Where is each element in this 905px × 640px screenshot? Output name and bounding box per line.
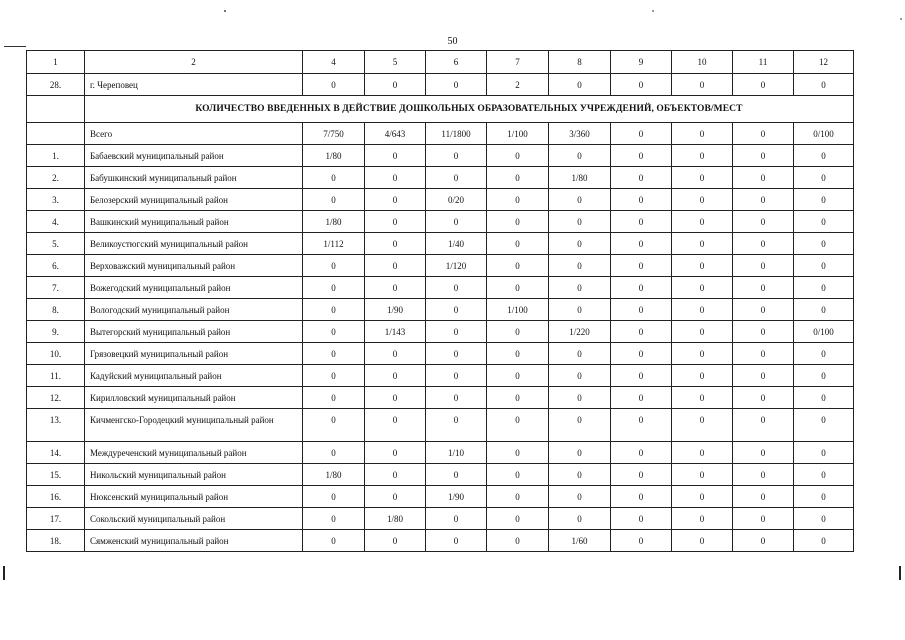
row-value: 0	[549, 277, 611, 299]
row-name: Всего	[85, 123, 303, 145]
row-value: 1/40	[426, 233, 487, 255]
row-value: 0	[549, 442, 611, 464]
row-number: 16.	[27, 486, 85, 508]
row-value: 0	[733, 211, 794, 233]
row-value: 0	[611, 343, 672, 365]
row-value: 1/120	[426, 255, 487, 277]
row-value: 0	[611, 74, 672, 96]
row-value: 0	[549, 145, 611, 167]
row-name: Кадуйский муниципальный район	[85, 365, 303, 387]
row-value: 0	[672, 486, 733, 508]
edge-mark-left	[3, 566, 5, 580]
column-header: 10	[672, 51, 733, 74]
row-value: 0	[611, 442, 672, 464]
row-name: Кирилловский муниципальный район	[85, 387, 303, 409]
row-value: 11/1800	[426, 123, 487, 145]
row-value: 0	[426, 387, 487, 409]
row-value: 0	[733, 486, 794, 508]
row-value: 7/750	[303, 123, 365, 145]
row-value: 0	[549, 464, 611, 486]
row-value: 3/360	[549, 123, 611, 145]
row-value: 0	[733, 530, 794, 552]
row-value: 0	[426, 167, 487, 189]
row-value: 0	[611, 299, 672, 321]
column-header: 8	[549, 51, 611, 74]
row-value: 0	[303, 167, 365, 189]
column-header: 4	[303, 51, 365, 74]
row-number: 5.	[27, 233, 85, 255]
row-value: 0	[672, 74, 733, 96]
row-value: 0	[794, 233, 854, 255]
row-value: 0	[672, 123, 733, 145]
row-value: 0	[549, 211, 611, 233]
column-header: 6	[426, 51, 487, 74]
row-number: 9.	[27, 321, 85, 343]
row-value: 1/220	[549, 321, 611, 343]
row-value: 0	[672, 255, 733, 277]
table-row	[27, 167, 854, 189]
row-value: 0	[733, 74, 794, 96]
table-row	[27, 486, 854, 508]
row-value: 0	[672, 387, 733, 409]
row-number: 17.	[27, 508, 85, 530]
row-value: 0	[303, 74, 365, 96]
table-row	[27, 442, 854, 464]
row-value: 0	[672, 464, 733, 486]
row-value: 0	[426, 365, 487, 387]
row-value: 0	[611, 409, 672, 442]
row-number: 2.	[27, 167, 85, 189]
row-value: 0	[365, 255, 426, 277]
row-value: 0/100	[794, 321, 854, 343]
row-value: 0	[426, 508, 487, 530]
row-value: 0	[487, 486, 549, 508]
column-header: 12	[794, 51, 854, 74]
row-name: Сокольский муниципальный район	[85, 508, 303, 530]
row-value: 0	[672, 530, 733, 552]
column-header: 5	[365, 51, 426, 74]
row-value: 0	[611, 189, 672, 211]
row-value: 0	[426, 409, 487, 442]
row-value: 0	[672, 277, 733, 299]
row-value: 0	[733, 409, 794, 442]
row-value: 0	[611, 508, 672, 530]
row-value: 0	[365, 365, 426, 387]
row-value: 0	[487, 508, 549, 530]
row-value: 0	[549, 486, 611, 508]
row-value: 0	[365, 409, 426, 442]
row-value: 0	[611, 145, 672, 167]
row-value: 0	[611, 387, 672, 409]
row-value: 0	[794, 464, 854, 486]
row-value: 0	[611, 233, 672, 255]
row-value: 0	[549, 365, 611, 387]
row-number: 11.	[27, 365, 85, 387]
row-number: 4.	[27, 211, 85, 233]
row-number: 3.	[27, 189, 85, 211]
row-name: Великоустюгский муниципальный район	[85, 233, 303, 255]
table-row	[27, 145, 854, 167]
row-value: 0	[611, 530, 672, 552]
row-value: 1/90	[365, 299, 426, 321]
row-value: 0	[733, 233, 794, 255]
row-value: 0	[365, 189, 426, 211]
row-value: 1/143	[365, 321, 426, 343]
table-row	[27, 530, 854, 552]
row-name: Бабушкинский муниципальный район	[85, 167, 303, 189]
row-value: 0	[487, 211, 549, 233]
row-value: 0	[303, 508, 365, 530]
row-name: Вологодский муниципальный район	[85, 299, 303, 321]
row-name: Вашкинский муниципальный район	[85, 211, 303, 233]
row-value: 0	[794, 530, 854, 552]
row-value: 0	[303, 277, 365, 299]
row-value: 0	[672, 409, 733, 442]
row-value: 0	[549, 343, 611, 365]
row-value: 0	[672, 321, 733, 343]
row-value: 0	[426, 299, 487, 321]
row-name: Грязовецкий муниципальный район	[85, 343, 303, 365]
row-value: 0	[733, 277, 794, 299]
row-value: 0	[794, 255, 854, 277]
row-number: 6.	[27, 255, 85, 277]
row-value: 0	[549, 233, 611, 255]
header-row	[27, 51, 854, 74]
row-value: 0	[611, 211, 672, 233]
row-number: 1.	[27, 145, 85, 167]
row-value: 0	[549, 299, 611, 321]
row-value: 0	[487, 189, 549, 211]
row-value: 0	[303, 530, 365, 552]
row-value: 0	[365, 387, 426, 409]
row-number: 12.	[27, 387, 85, 409]
row-number: 10.	[27, 343, 85, 365]
row-value: 0	[426, 74, 487, 96]
row-value: 0	[733, 189, 794, 211]
row-value: 1/60	[549, 530, 611, 552]
row-value: 0	[733, 167, 794, 189]
section-title-row	[27, 96, 854, 123]
row-name: Вытегорский муниципальный район	[85, 321, 303, 343]
row-number: 7.	[27, 277, 85, 299]
edge-mark-right	[899, 566, 901, 580]
table-row	[27, 277, 854, 299]
row-value: 0	[303, 343, 365, 365]
row-name: г. Череповец	[85, 74, 303, 96]
row-value: 0	[487, 145, 549, 167]
row-value: 0	[794, 74, 854, 96]
row-value: 1/112	[303, 233, 365, 255]
row-value: 0	[549, 74, 611, 96]
row-value: 0	[733, 299, 794, 321]
row-value: 0	[794, 277, 854, 299]
row-value: 0/100	[794, 123, 854, 145]
row-value: 0	[794, 167, 854, 189]
row-value: 0	[733, 365, 794, 387]
row-value: 1/80	[303, 464, 365, 486]
row-value: 0	[549, 409, 611, 442]
row-value: 0	[487, 442, 549, 464]
row-value: 0	[733, 387, 794, 409]
row-name: Междуреченский муниципальный район	[85, 442, 303, 464]
row-name: Вожегодский муниципальный район	[85, 277, 303, 299]
row-value: 0	[794, 299, 854, 321]
row-value: 0	[611, 255, 672, 277]
scan-speck	[900, 18, 902, 20]
row-value: 0	[794, 387, 854, 409]
row-name: Нюксенский муниципальный район	[85, 486, 303, 508]
row-value: 0	[303, 486, 365, 508]
row-value: 1/80	[303, 145, 365, 167]
row-name: Никольский муниципальный район	[85, 464, 303, 486]
row-value: 0	[426, 145, 487, 167]
table-row	[27, 343, 854, 365]
row-value: 0	[487, 387, 549, 409]
row-value: 0	[794, 365, 854, 387]
row-value: 0	[794, 343, 854, 365]
row-value: 0	[733, 321, 794, 343]
row-value: 0	[794, 189, 854, 211]
table-row	[27, 299, 854, 321]
row-value: 0	[303, 365, 365, 387]
row-name: Бабаевский муниципальный район	[85, 145, 303, 167]
row-value: 0	[733, 508, 794, 530]
row-value: 0	[365, 343, 426, 365]
column-header: 11	[733, 51, 794, 74]
scan-speck	[224, 10, 226, 12]
row-value: 0	[794, 508, 854, 530]
report-table	[26, 50, 854, 552]
row-value: 0	[487, 464, 549, 486]
row-name: Кичменгско-Городецкий муниципальный район	[85, 409, 303, 442]
row-name: Верховажский муниципальный район	[85, 255, 303, 277]
row-value: 0	[733, 464, 794, 486]
table-row	[27, 255, 854, 277]
row-number: 13.	[27, 409, 85, 442]
row-value: 0	[794, 486, 854, 508]
row-value: 0	[611, 365, 672, 387]
table-row	[27, 123, 854, 145]
row-value: 0	[611, 167, 672, 189]
table-row	[27, 464, 854, 486]
table-row	[27, 365, 854, 387]
row-value: 0	[365, 486, 426, 508]
row-value: 1/100	[487, 123, 549, 145]
row-value: 0	[365, 211, 426, 233]
row-value: 0	[672, 299, 733, 321]
row-value: 0	[426, 321, 487, 343]
row-value: 0	[794, 211, 854, 233]
row-value: 0	[487, 167, 549, 189]
table-row	[27, 233, 854, 255]
row-value: 1/10	[426, 442, 487, 464]
table-row	[27, 74, 854, 96]
row-value: 0	[487, 409, 549, 442]
row-value: 0	[365, 442, 426, 464]
row-value: 2	[487, 74, 549, 96]
row-value: 0	[426, 277, 487, 299]
row-value: 0	[365, 464, 426, 486]
row-number	[27, 123, 85, 145]
row-number: 8.	[27, 299, 85, 321]
row-value: 0	[549, 387, 611, 409]
row-value: 0	[672, 442, 733, 464]
row-value: 1/80	[365, 508, 426, 530]
row-value: 0	[672, 233, 733, 255]
row-value: 0	[733, 145, 794, 167]
row-value: 0/20	[426, 189, 487, 211]
row-value: 0	[733, 343, 794, 365]
row-value: 0	[611, 123, 672, 145]
row-value: 0	[672, 189, 733, 211]
row-name: Сямженский муниципальный район	[85, 530, 303, 552]
row-value: 0	[487, 277, 549, 299]
row-value: 0	[303, 299, 365, 321]
column-header: 1	[27, 51, 85, 74]
column-header: 9	[611, 51, 672, 74]
table-row	[27, 387, 854, 409]
row-value: 0	[733, 255, 794, 277]
row-value: 0	[611, 321, 672, 343]
row-number: 28.	[27, 74, 85, 96]
column-header: 2	[85, 51, 303, 74]
table-row	[27, 409, 854, 442]
row-value: 0	[672, 365, 733, 387]
table-row	[27, 211, 854, 233]
row-value: 0	[672, 145, 733, 167]
row-value: 0	[487, 233, 549, 255]
row-value: 0	[549, 189, 611, 211]
row-number: 15.	[27, 464, 85, 486]
scan-speck	[652, 10, 654, 12]
row-value: 0	[549, 255, 611, 277]
row-value: 0	[794, 145, 854, 167]
row-value: 0	[672, 167, 733, 189]
row-value: 0	[487, 365, 549, 387]
row-value: 0	[365, 167, 426, 189]
row-value: 0	[303, 442, 365, 464]
row-value: 0	[672, 508, 733, 530]
row-value: 0	[611, 464, 672, 486]
row-value: 0	[303, 255, 365, 277]
row-value: 0	[365, 233, 426, 255]
row-value: 0	[487, 530, 549, 552]
row-value: 0	[733, 442, 794, 464]
table-row	[27, 508, 854, 530]
row-value: 0	[365, 74, 426, 96]
row-value: 0	[426, 343, 487, 365]
row-value: 0	[487, 343, 549, 365]
row-value: 0	[303, 321, 365, 343]
row-value: 0	[549, 508, 611, 530]
table-body	[27, 51, 854, 552]
row-value: 1/80	[549, 167, 611, 189]
row-value: 0	[672, 343, 733, 365]
column-header: 7	[487, 51, 549, 74]
row-value: 0	[365, 145, 426, 167]
row-value: 0	[303, 189, 365, 211]
row-value: 0	[487, 321, 549, 343]
row-value: 0	[487, 255, 549, 277]
row-value: 0	[611, 277, 672, 299]
row-value: 1/80	[303, 211, 365, 233]
table-row	[27, 321, 854, 343]
row-value: 0	[611, 486, 672, 508]
row-value: 0	[672, 211, 733, 233]
row-value: 0	[733, 123, 794, 145]
row-value: 0	[426, 530, 487, 552]
row-value: 0	[794, 442, 854, 464]
blank-cell	[27, 96, 85, 123]
row-value: 1/90	[426, 486, 487, 508]
row-value: 0	[303, 387, 365, 409]
row-value: 0	[426, 211, 487, 233]
row-value: 0	[303, 409, 365, 442]
row-number: 14.	[27, 442, 85, 464]
row-name: Белозерский муниципальный район	[85, 189, 303, 211]
page-number: 50	[447, 36, 458, 47]
row-value: 4/643	[365, 123, 426, 145]
row-value: 1/100	[487, 299, 549, 321]
row-number: 18.	[27, 530, 85, 552]
row-value: 0	[426, 464, 487, 486]
row-value: 0	[365, 277, 426, 299]
row-value: 0	[365, 530, 426, 552]
table-row	[27, 189, 854, 211]
row-value: 0	[794, 409, 854, 442]
section-title: КОЛИЧЕСТВО ВВЕДЕННЫХ В ДЕЙСТВИЕ ДОШКОЛЬНЫХ ОБРАЗОВАТЕЛЬНЫХ УЧРЕЖДЕНИЙ, ОБЪЕКТОВ/МЕСТ	[85, 96, 854, 123]
